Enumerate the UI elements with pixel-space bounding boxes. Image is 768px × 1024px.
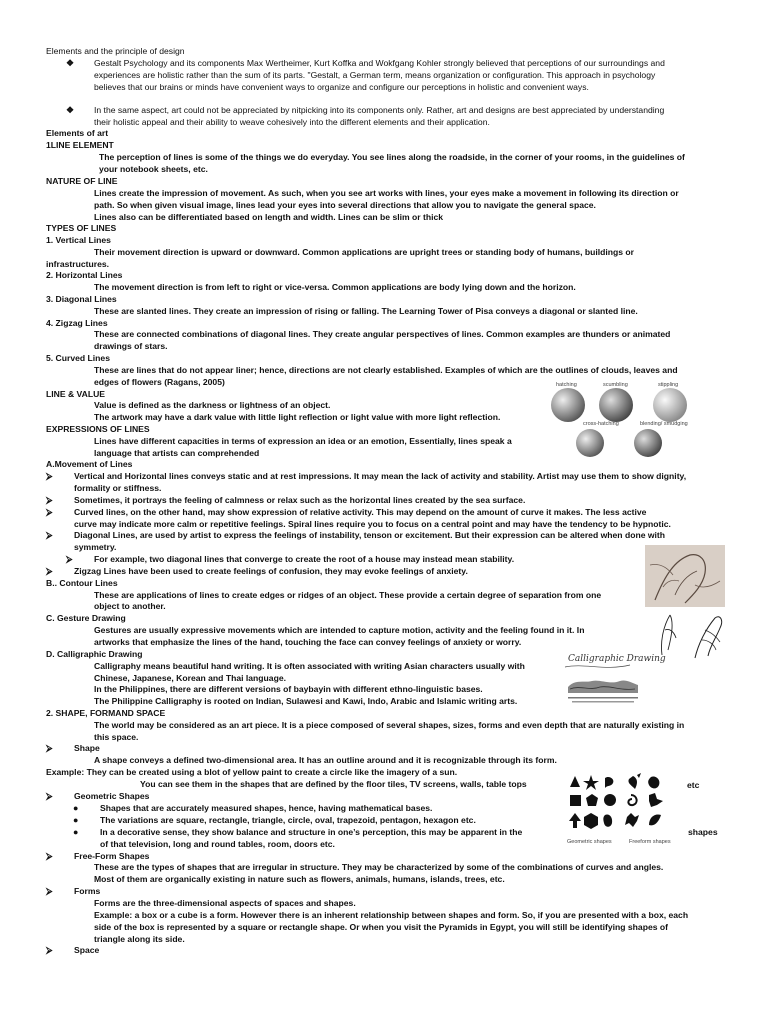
circle-bullet-icon: ● bbox=[73, 803, 79, 813]
text-line: their holistic appeal and their ability to weave cohesively into the different elements and their application. bbox=[94, 117, 490, 127]
text-line: NATURE OF LINE bbox=[46, 176, 118, 186]
text-line: Lines create the impression of movement. As such, when you see art works with lines, your eyes make a movement in following its direction or bbox=[94, 188, 679, 198]
shapes-figure bbox=[565, 773, 685, 848]
text-line: For example, two diagonal lines that converge to create the root of a house may instead mean stability. bbox=[94, 554, 515, 564]
caption-hatching: hatching bbox=[556, 382, 577, 388]
text-line: Shape bbox=[74, 743, 100, 753]
gesture-drawing-figure bbox=[650, 610, 730, 660]
shape-free-flower bbox=[625, 813, 639, 827]
sphere-blending bbox=[634, 429, 662, 457]
text-line: artworks that emphasize the lines of the hand, touching the face can convey feelings of anxiety or worry. bbox=[94, 637, 522, 647]
text-line: C. Gesture Drawing bbox=[46, 613, 126, 623]
sphere-cross-hatching bbox=[576, 429, 604, 457]
text-line: object to another. bbox=[94, 601, 166, 611]
text-line: A.Movement of Lines bbox=[46, 459, 133, 469]
text-line: EXPRESSIONS OF LINES bbox=[46, 424, 150, 434]
shape-free-leaf bbox=[628, 773, 641, 789]
caption-geometric-shapes: Geometric shapes bbox=[567, 839, 612, 845]
text-line: The Philippine Calligraphy is rooted on Indian, Sulawesi and Kawi, Indo, Arabic and Islamic writing arts. bbox=[94, 696, 518, 706]
text-line: 4. Zigzag Lines bbox=[46, 318, 108, 328]
text-line: Elements of art bbox=[46, 128, 109, 138]
text-line: TYPES OF LINES bbox=[46, 223, 117, 233]
arrow-bullet-icon: ⮚ bbox=[46, 507, 53, 517]
text-line: symmetry. bbox=[74, 542, 117, 552]
diamond-bullet-icon: ❖ bbox=[66, 105, 75, 115]
sphere-hatching bbox=[551, 388, 585, 422]
text-line: Chinese, Japanese, Korean and Thai language. bbox=[94, 673, 286, 683]
value-spheres-figure bbox=[548, 379, 718, 459]
text-line: infrastructures. bbox=[46, 259, 110, 269]
text-line: Geometric Shapes bbox=[74, 791, 150, 801]
text-line: experiences are holistic rather than the sum of its parts. "Gestalt, a German term, means organization or configuration. This approach in psychology bbox=[94, 70, 656, 80]
text-line: Shapes that are accurately measured shapes, hence, having mathematical bases. bbox=[100, 803, 433, 813]
arrow-bullet-icon: ⮚ bbox=[46, 566, 53, 576]
arrow-bullet-icon: ⮚ bbox=[66, 554, 73, 564]
text-line: 2. SHAPE, FORMAND SPACE bbox=[46, 708, 166, 718]
text-line: Vertical and Horizontal lines conveys static and at rest impressions. It may mean the lack of activity and stability. Artist may use them to show dignity, bbox=[74, 471, 687, 481]
circle-bullet-icon: ● bbox=[73, 815, 79, 825]
text-line: formality or stiffness. bbox=[74, 483, 162, 493]
arrow-bullet-icon: ⮚ bbox=[46, 743, 53, 753]
text-line: These are lines that do not appear liner; hence, directions are not clearly established. Examples of which are the outlines of clouds, leaves and bbox=[94, 365, 678, 375]
text-line: The variations are square, rectangle, triangle, circle, oval, trapezoid, pentagon, hexagon etc. bbox=[100, 815, 476, 825]
sphere-scumbling bbox=[599, 388, 633, 422]
arrow-bullet-icon: ⮚ bbox=[46, 530, 53, 540]
text-line: Curved lines, on the other hand, may show expression of relative activity. This may depend on the amount of curve it makes. The less active bbox=[74, 507, 647, 517]
text-line: LINE & VALUE bbox=[46, 389, 106, 399]
caption-stippling: stippling bbox=[658, 382, 679, 388]
arrow-bullet-icon: ⮚ bbox=[46, 495, 53, 505]
text-line: You can see them in the shapes that are defined by the floor tiles, TV screens, walls, table tops bbox=[140, 779, 527, 789]
text-line: Sometimes, it portrays the feeling of calmness or relax such as the horizontal lines created by the sea surface. bbox=[74, 495, 526, 505]
text-line: In the same aspect, art could not be appreciated by nitpicking into its components only. Rather, art and designs are best appreciated by understanding bbox=[94, 105, 665, 115]
text-line: Zigzag Lines have been used to create feelings of confusion, they may evoke feelings of anxiety. bbox=[74, 566, 468, 576]
text-line: drawings of stars. bbox=[94, 341, 168, 351]
shape-square bbox=[570, 795, 581, 806]
text-line: Lines also can be differentiated based on length and width. Lines can be slim or thick bbox=[94, 212, 444, 222]
text-line: of that television, long and round tables, room, doors etc. bbox=[100, 839, 335, 849]
text-line: The world may be considered as an art piece. It is a piece composed of several shapes, sizes, forms and even depth that are naturally existing in bbox=[94, 720, 685, 730]
shape-free-splat bbox=[649, 793, 663, 807]
text-line: Space bbox=[74, 945, 100, 955]
text-line: Free-Form Shapes bbox=[74, 851, 150, 861]
calligraphic-drawing-figure bbox=[560, 645, 666, 707]
shape-spiral bbox=[628, 795, 636, 805]
text-line: 5. Curved Lines bbox=[46, 353, 110, 363]
contour-drawing-figure bbox=[645, 545, 725, 607]
text-line: Example: a box or a cube is a form. However there is an inherent relationship between shapes and form. So, if you are presented with a box, each bbox=[94, 910, 689, 920]
text-line: 1LINE ELEMENT bbox=[46, 140, 114, 150]
shape-oval bbox=[603, 814, 612, 826]
arrow-bullet-icon: ⮚ bbox=[46, 791, 53, 801]
text-line: 1. Vertical Lines bbox=[46, 235, 111, 245]
caption-scumbling: scumbling bbox=[603, 382, 628, 388]
text-line: your notebook sheets, etc. bbox=[99, 164, 208, 174]
shape-star bbox=[583, 775, 599, 790]
text-line: language that artists can comprehended bbox=[94, 448, 260, 458]
shape-free-leaf-2 bbox=[649, 814, 661, 825]
text-line: side of the box is represented by a square or rectangle shape. Or when you visit the Pyramids in Egypt, you will still be identifying shapes of bbox=[94, 922, 669, 932]
circle-bullet-icon: ● bbox=[73, 827, 79, 837]
text-line: this space. bbox=[94, 732, 139, 742]
caption-freeform-shapes: Freeform shapes bbox=[629, 839, 671, 845]
text-line: Elements and the principle of design bbox=[46, 46, 185, 56]
shape-hexagon bbox=[584, 813, 598, 829]
arrow-bullet-icon: ⮚ bbox=[46, 886, 53, 896]
diamond-bullet-icon: ❖ bbox=[66, 58, 75, 68]
shape-circle bbox=[604, 794, 616, 806]
calligraphy-title: Calligraphic Drawing bbox=[568, 654, 666, 664]
arrow-bullet-icon: ⮚ bbox=[46, 471, 53, 481]
text-line: Value is defined as the darkness or lightness of an object. bbox=[94, 400, 331, 410]
text-line: curve may indicate more calm or repetitive feelings. Spiral lines require you to focus on a central point and may have the tendency to be hypnotic. bbox=[74, 519, 671, 529]
text-line: In the Philippines, there are different versions of baybayin with different ethno-linguistic bases. bbox=[94, 684, 483, 694]
arrow-bullet-icon: ⮚ bbox=[46, 945, 53, 955]
sphere-stippling bbox=[653, 388, 687, 422]
text-line: Their movement direction is upward or downward. Common applications are upright trees or standing body of humans, buildings or bbox=[94, 247, 635, 257]
text-line: These are slanted lines. They create an impression of rising or falling. The Learning Tower of Pisa conveys a diagonal or slanted line. bbox=[94, 306, 638, 316]
text-line: Gestalt Psychology and its components Max Wertheimer, Kurt Koffka and Wokfgang Kohler strongly believed that perceptions of our surroundings and bbox=[94, 58, 665, 68]
text-line: 2. Horizontal Lines bbox=[46, 270, 123, 280]
text-line: These are connected combinations of diagonal lines. They create angular perspectives of lines. Common examples are thunders or animated bbox=[94, 329, 671, 339]
text-line: Example: They can be created using a blot of yellow paint to create a circle like the imagery of a sun. bbox=[46, 767, 458, 777]
shape-arrow bbox=[569, 813, 581, 828]
text-line: Lines have different capacities in terms of expression an idea or an emotion, Essentially, lines speak a bbox=[94, 436, 512, 446]
caption-cross-hatching: cross-hatching bbox=[583, 421, 619, 427]
text-line: D. Calligraphic Drawing bbox=[46, 649, 143, 659]
shape-free-blob-1 bbox=[605, 777, 613, 788]
shape-triangle bbox=[570, 776, 580, 787]
text-line: The movement direction is from left to right or vice-versa. Common applications are body lying down and the horizon. bbox=[94, 282, 576, 292]
side-word-etc: etc bbox=[687, 780, 700, 790]
text-line: believes that our brains or minds have convenient ways to organize and configure our perceptions in holistic and convenient ways. bbox=[94, 82, 589, 92]
text-line: triangle along its side. bbox=[94, 934, 185, 944]
side-word-shapes: shapes bbox=[688, 827, 718, 837]
text-line: Forms are the three-dimensional aspects of spaces and shapes. bbox=[94, 898, 356, 908]
shape-free-blob-2 bbox=[648, 776, 659, 788]
text-line: These are the types of shapes that are irregular in structure. They may be characterized by some of the combinations of curves and angles. bbox=[94, 862, 664, 872]
text-line: Most of them are organically existing in nature such as flowers, animals, humans, islands, trees, etc. bbox=[94, 874, 505, 884]
text-line: Forms bbox=[74, 886, 101, 896]
text-line: B.. Contour Lines bbox=[46, 578, 118, 588]
shape-pentagon bbox=[586, 794, 598, 806]
text-line: Diagonal Lines, are used by artist to express the feelings of instability, tenson or excitement. But their expression can be altered when done with bbox=[74, 530, 666, 540]
text-line: path. So when given visual image, lines lead your eyes into several directions that allow you to navigate the general space. bbox=[94, 200, 596, 210]
text-line: edges of flowers (Ragans, 2005) bbox=[94, 377, 225, 387]
text-line: 3. Diagonal Lines bbox=[46, 294, 117, 304]
text-line: In a decorative sense, they show balance and structure in one’s perception, this may be apparent in the bbox=[100, 827, 523, 837]
text-line: Calligraphy means beautiful hand writing. It is often associated with writing Asian characters usually with bbox=[94, 661, 525, 671]
text-line: The perception of lines is some of the things we do everyday. You see lines along the roadside, in the corner of your rooms, in the guidelines of bbox=[99, 152, 685, 162]
text-line: Gestures are usually expressive movements which are intended to capture motion, activity and the feeling found in it. In bbox=[94, 625, 585, 635]
text-line: A shape conveys a defined two-dimensional area. It has an outline around and it is recognizable through its form. bbox=[94, 755, 557, 765]
text-line: The artwork may have a dark value with little light reflection or light value with more light reflection. bbox=[94, 412, 501, 422]
text-line: These are applications of lines to create edges or ridges of an object. These provide a certain degree of separation from one bbox=[94, 590, 602, 600]
caption-blending: blending/ smudging bbox=[640, 421, 688, 427]
arrow-bullet-icon: ⮚ bbox=[46, 851, 53, 861]
